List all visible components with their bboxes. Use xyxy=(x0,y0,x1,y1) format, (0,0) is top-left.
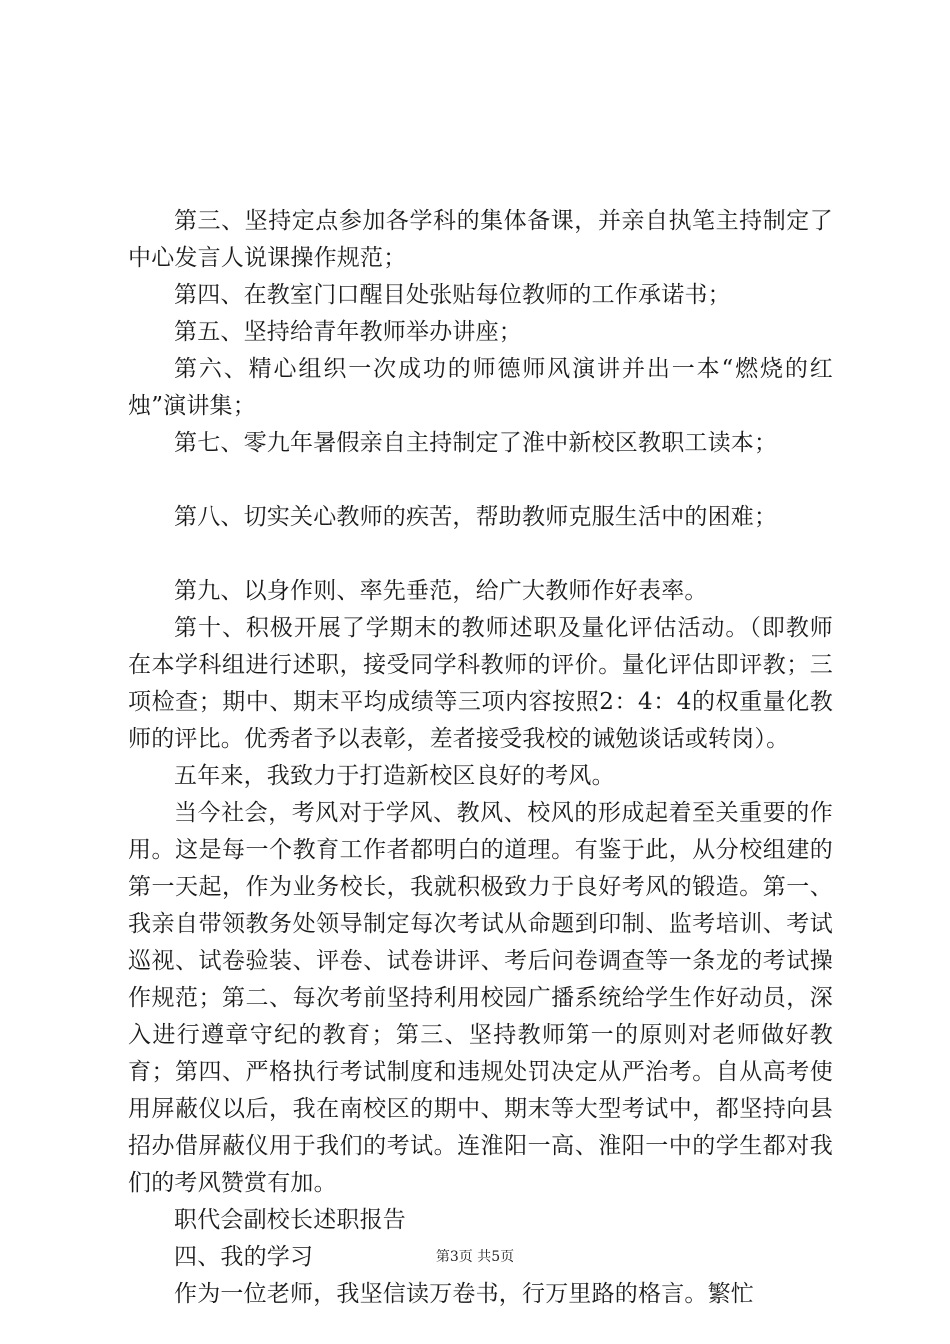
paragraph-item-8: 第八、切实关心教师的疾苦，帮助教师克服生活中的困难； xyxy=(174,504,778,530)
study-paragraph: 作为一位老师，我坚信读万卷书，行万里路的格言。繁忙 xyxy=(174,1281,754,1307)
paragraph-item-7: 第七、零九年暑假亲自主持制定了淮中新校区教职工读本； xyxy=(174,430,778,456)
paragraph-item-6: 第六、精心组织一次成功的师德师风演讲并出一本“燃烧的红烛”演讲集； xyxy=(128,356,833,419)
exam-discipline-intro: 五年来，我致力于打造新校区良好的考风。 xyxy=(174,763,615,789)
exam-discipline-detail: 当今社会，考风对于学风、教风、校风的形成起着至关重要的作用。这是每一个教育工作者都明白的道理。有鉴于此，从分校组建的第一天起，作为业务校长，我就积极致力于良好考风的锻造。第一、我亲自带领教务处领导制定每次考试从命题到印制、监考培训、考试巡视、试卷验装、评卷、试卷讲评、考后问卷调查等一条龙的考试操作规范；第二、每次考前坚持利用校园广播系统给学生作好动员，深入进行遵章守纪的教育；第三、坚持教师第一的原则对老师做好教育；第四、严格执行考试制度和违规处罚决定从严治考。自从高考使用屏蔽仪以后，我在南校区的期中、期末等大型考试中，都坚持向县招办借屏蔽仪用于我们的考试。连淮阳一高、淮阳一中的学生都对我们的考风赞赏有加。 xyxy=(128,800,833,1196)
section-heading-study: 四、我的学习 xyxy=(174,1244,314,1270)
paragraph-item-5: 第五、坚持给青年教师举办讲座； xyxy=(174,319,522,345)
paragraph-item-4: 第四、在教室门口醒目处张贴每位教师的工作承诺书； xyxy=(174,282,731,308)
paragraph-item-9: 第九、以身作则、率先垂范，给广大教师作好表率。 xyxy=(174,578,708,604)
report-title-line: 职代会副校长述职报告 xyxy=(174,1207,406,1233)
page-number-footer: 第3页 共5页 xyxy=(435,1249,515,1265)
document-body xyxy=(128,203,833,1313)
paragraph-item-3: 第三、坚持定点参加各学科的集体备课，并亲自执笔主持制定了中心发言人说课操作规范； xyxy=(128,208,833,271)
paragraph-item-10: 第十、积极开展了学期末的教师述职及量化评估活动。（即教师在本学科组进行述职，接受同学科教师的评价。量化评估即评教；三项检查；期中、期末平均成绩等三项内容按照2：4：4的权重量化教师的评比。优秀者予以表彰，差者接受我校的诫勉谈话或转岗）。 xyxy=(128,615,833,752)
